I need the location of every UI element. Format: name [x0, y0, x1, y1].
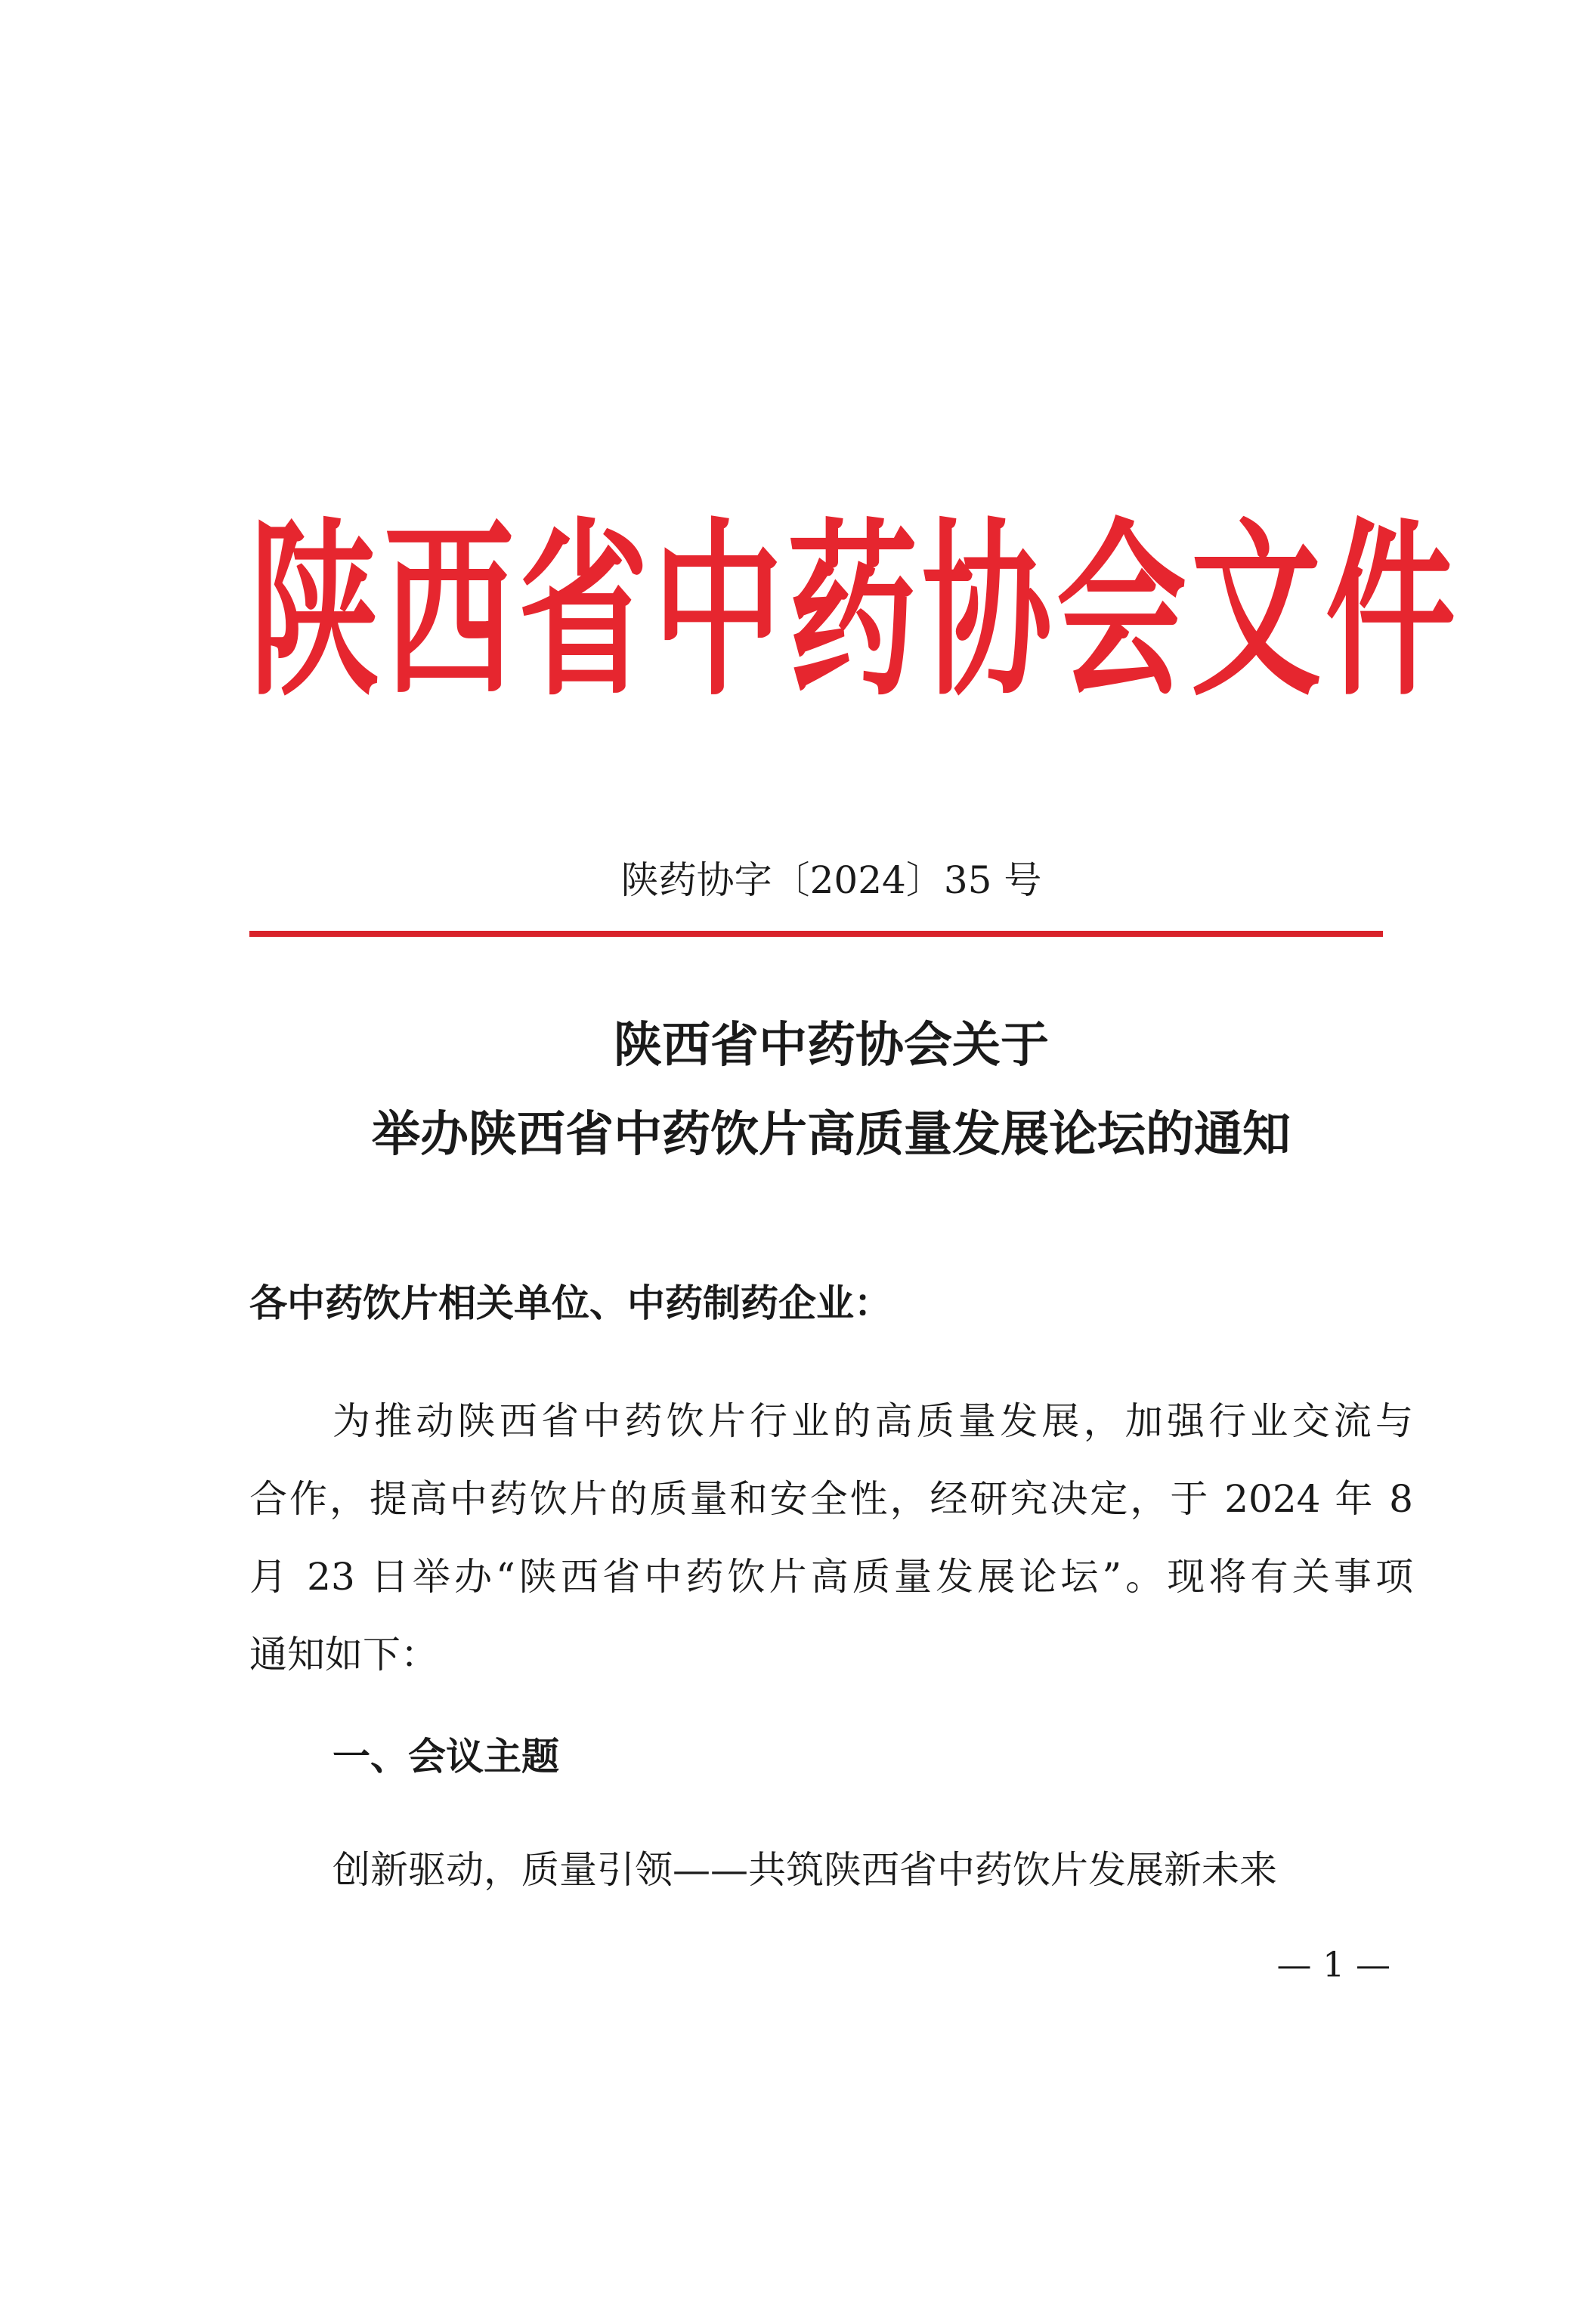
notice-title-line-2: 举办陕西省中药饮片高质量发展论坛的通知: [372, 1106, 1291, 1163]
meeting-theme-text: 创新驱动，质量引领——共筑陕西省中药饮片发展新未来: [333, 1848, 1277, 1892]
paragraph-line: 合作，提高中药饮片的质量和安全性，经研究决定，于 2024 年 8: [249, 1477, 1413, 1521]
notice-title-line-1: 陕西省中药协会关于: [614, 1017, 1049, 1074]
paragraph-line: 通知如下：: [249, 1633, 438, 1677]
paragraph-line: 月 23 日举办“陕西省中药饮片高质量发展论坛”。现将有关事项: [249, 1555, 1413, 1599]
document-number: 陕药协字〔2024〕35 号: [620, 858, 1042, 902]
intro-paragraph: [249, 1383, 1413, 1694]
issuing-organization-header: 陕西省中药协会文件: [249, 501, 1460, 722]
paragraph-line: 为推动陕西省中药饮片行业的高质量发展，加强行业交流与: [333, 1399, 1413, 1443]
page-number: — 1 —: [1276, 1944, 1390, 1985]
notice-title: [151, 1001, 1511, 1179]
header-divider-line: [249, 931, 1383, 937]
section-heading-meeting-theme: 一、会议主题: [333, 1735, 559, 1779]
addressee: 各中药饮片相关单位、中药制药企业：: [249, 1281, 892, 1325]
